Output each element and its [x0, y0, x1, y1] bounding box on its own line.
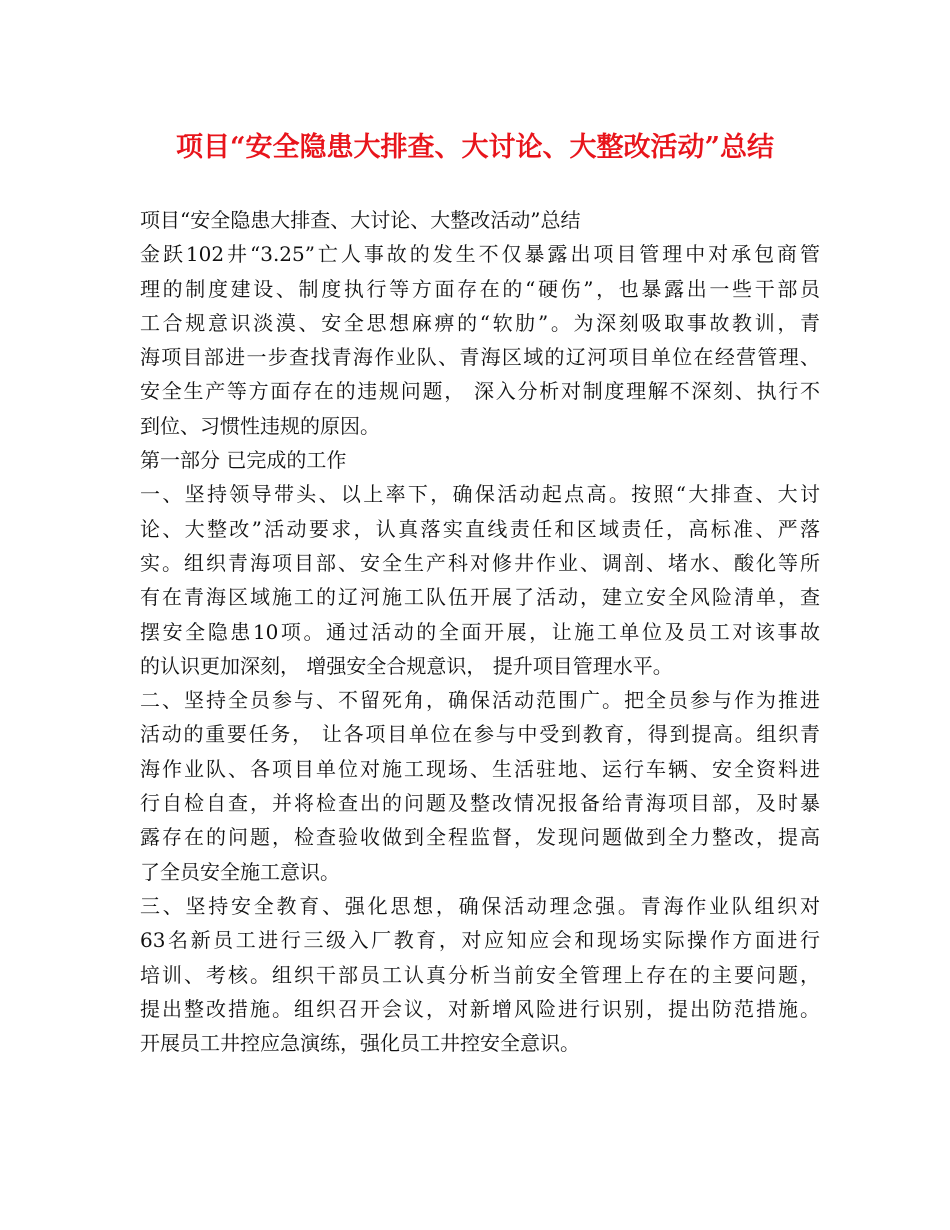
body-line: 实。组织青海项目部、安全生产科对修井作业、调剖、堵水、酸化等所	[140, 550, 820, 575]
body-line: 论、大整改”活动要求，认真落实直线责任和区域责任，高标准、严落	[140, 516, 820, 541]
body-line: 安全生产等方面存在的违规问题， 深入分析对制度理解不深刻、执行不	[140, 379, 820, 404]
body-line: 第一部分 已完成的工作	[140, 448, 347, 473]
document-body	[140, 203, 820, 1060]
body-line: 项目“安全隐患大排查、大讨论、大整改活动”总结	[140, 208, 581, 232]
body-line: 提出整改措施。组织召开会议，对新增风险进行识别，提出防范措施。	[140, 996, 820, 1021]
body-line: 到位、习惯性违规的原因。	[140, 413, 380, 438]
body-line: 海作业队、各项目单位对施工现场、生活驻地、运行车辆、安全资料进	[140, 756, 820, 781]
body-line: 63名新员工进行三级入厂教育，对应知应会和现场实际操作方面进行	[140, 928, 820, 953]
body-line: 二、坚持全员参与、不留死角，确保活动范围广。把全员参与作为推进	[140, 688, 820, 713]
body-line: 开展员工井控应急演练，强化员工井控安全意识。	[140, 1031, 580, 1056]
body-line: 行自检自查，并将检查出的问题及整改情况报备给青海项目部，及时暴	[140, 791, 820, 816]
body-line: 工合规意识淡漠、安全思想麻痹的“软肋”。为深刻吸取事故教训，青	[140, 310, 820, 335]
body-line: 海项目部进一步查找青海作业队、青海区域的辽河项目单位在经营管理、	[140, 345, 820, 370]
document-title: 项目“安全隐患大排查、大讨论、大整改活动”总结	[175, 132, 775, 163]
body-line: 培训、考核。组织干部员工认真分析当前安全管理上存在的主要问题，	[140, 962, 820, 987]
body-line: 理的制度建设、制度执行等方面存在的“硬伤”，也暴露出一些干部员	[140, 276, 820, 301]
body-line: 有在青海区域施工的辽河施工队伍开展了活动，建立安全风险清单，查	[140, 585, 820, 610]
body-line: 三、坚持安全教育、强化思想，确保活动理念强。青海作业队组织对	[140, 893, 820, 918]
body-line: 金跃102井“3.25”亡人事故的发生不仅暴露出项目管理中对承包商管	[140, 242, 820, 267]
body-line: 活动的重要任务， 让各项目单位在参与中受到教育，得到提高。组织青	[140, 722, 820, 747]
body-line: 摆安全隐患10项。通过活动的全面开展，让施工单位及员工对该事故	[140, 619, 820, 644]
body-line: 一、坚持领导带头、以上率下，确保活动起点高。按照“大排查、大讨	[140, 482, 820, 507]
body-line: 露存在的问题，检查验收做到全程监督，发现问题做到全力整改，提高	[140, 825, 820, 850]
body-line: 了全员安全施工意识。	[140, 859, 340, 884]
body-line: 的认识更加深刻， 增强安全合规意识， 提升项目管理水平。	[140, 653, 673, 678]
